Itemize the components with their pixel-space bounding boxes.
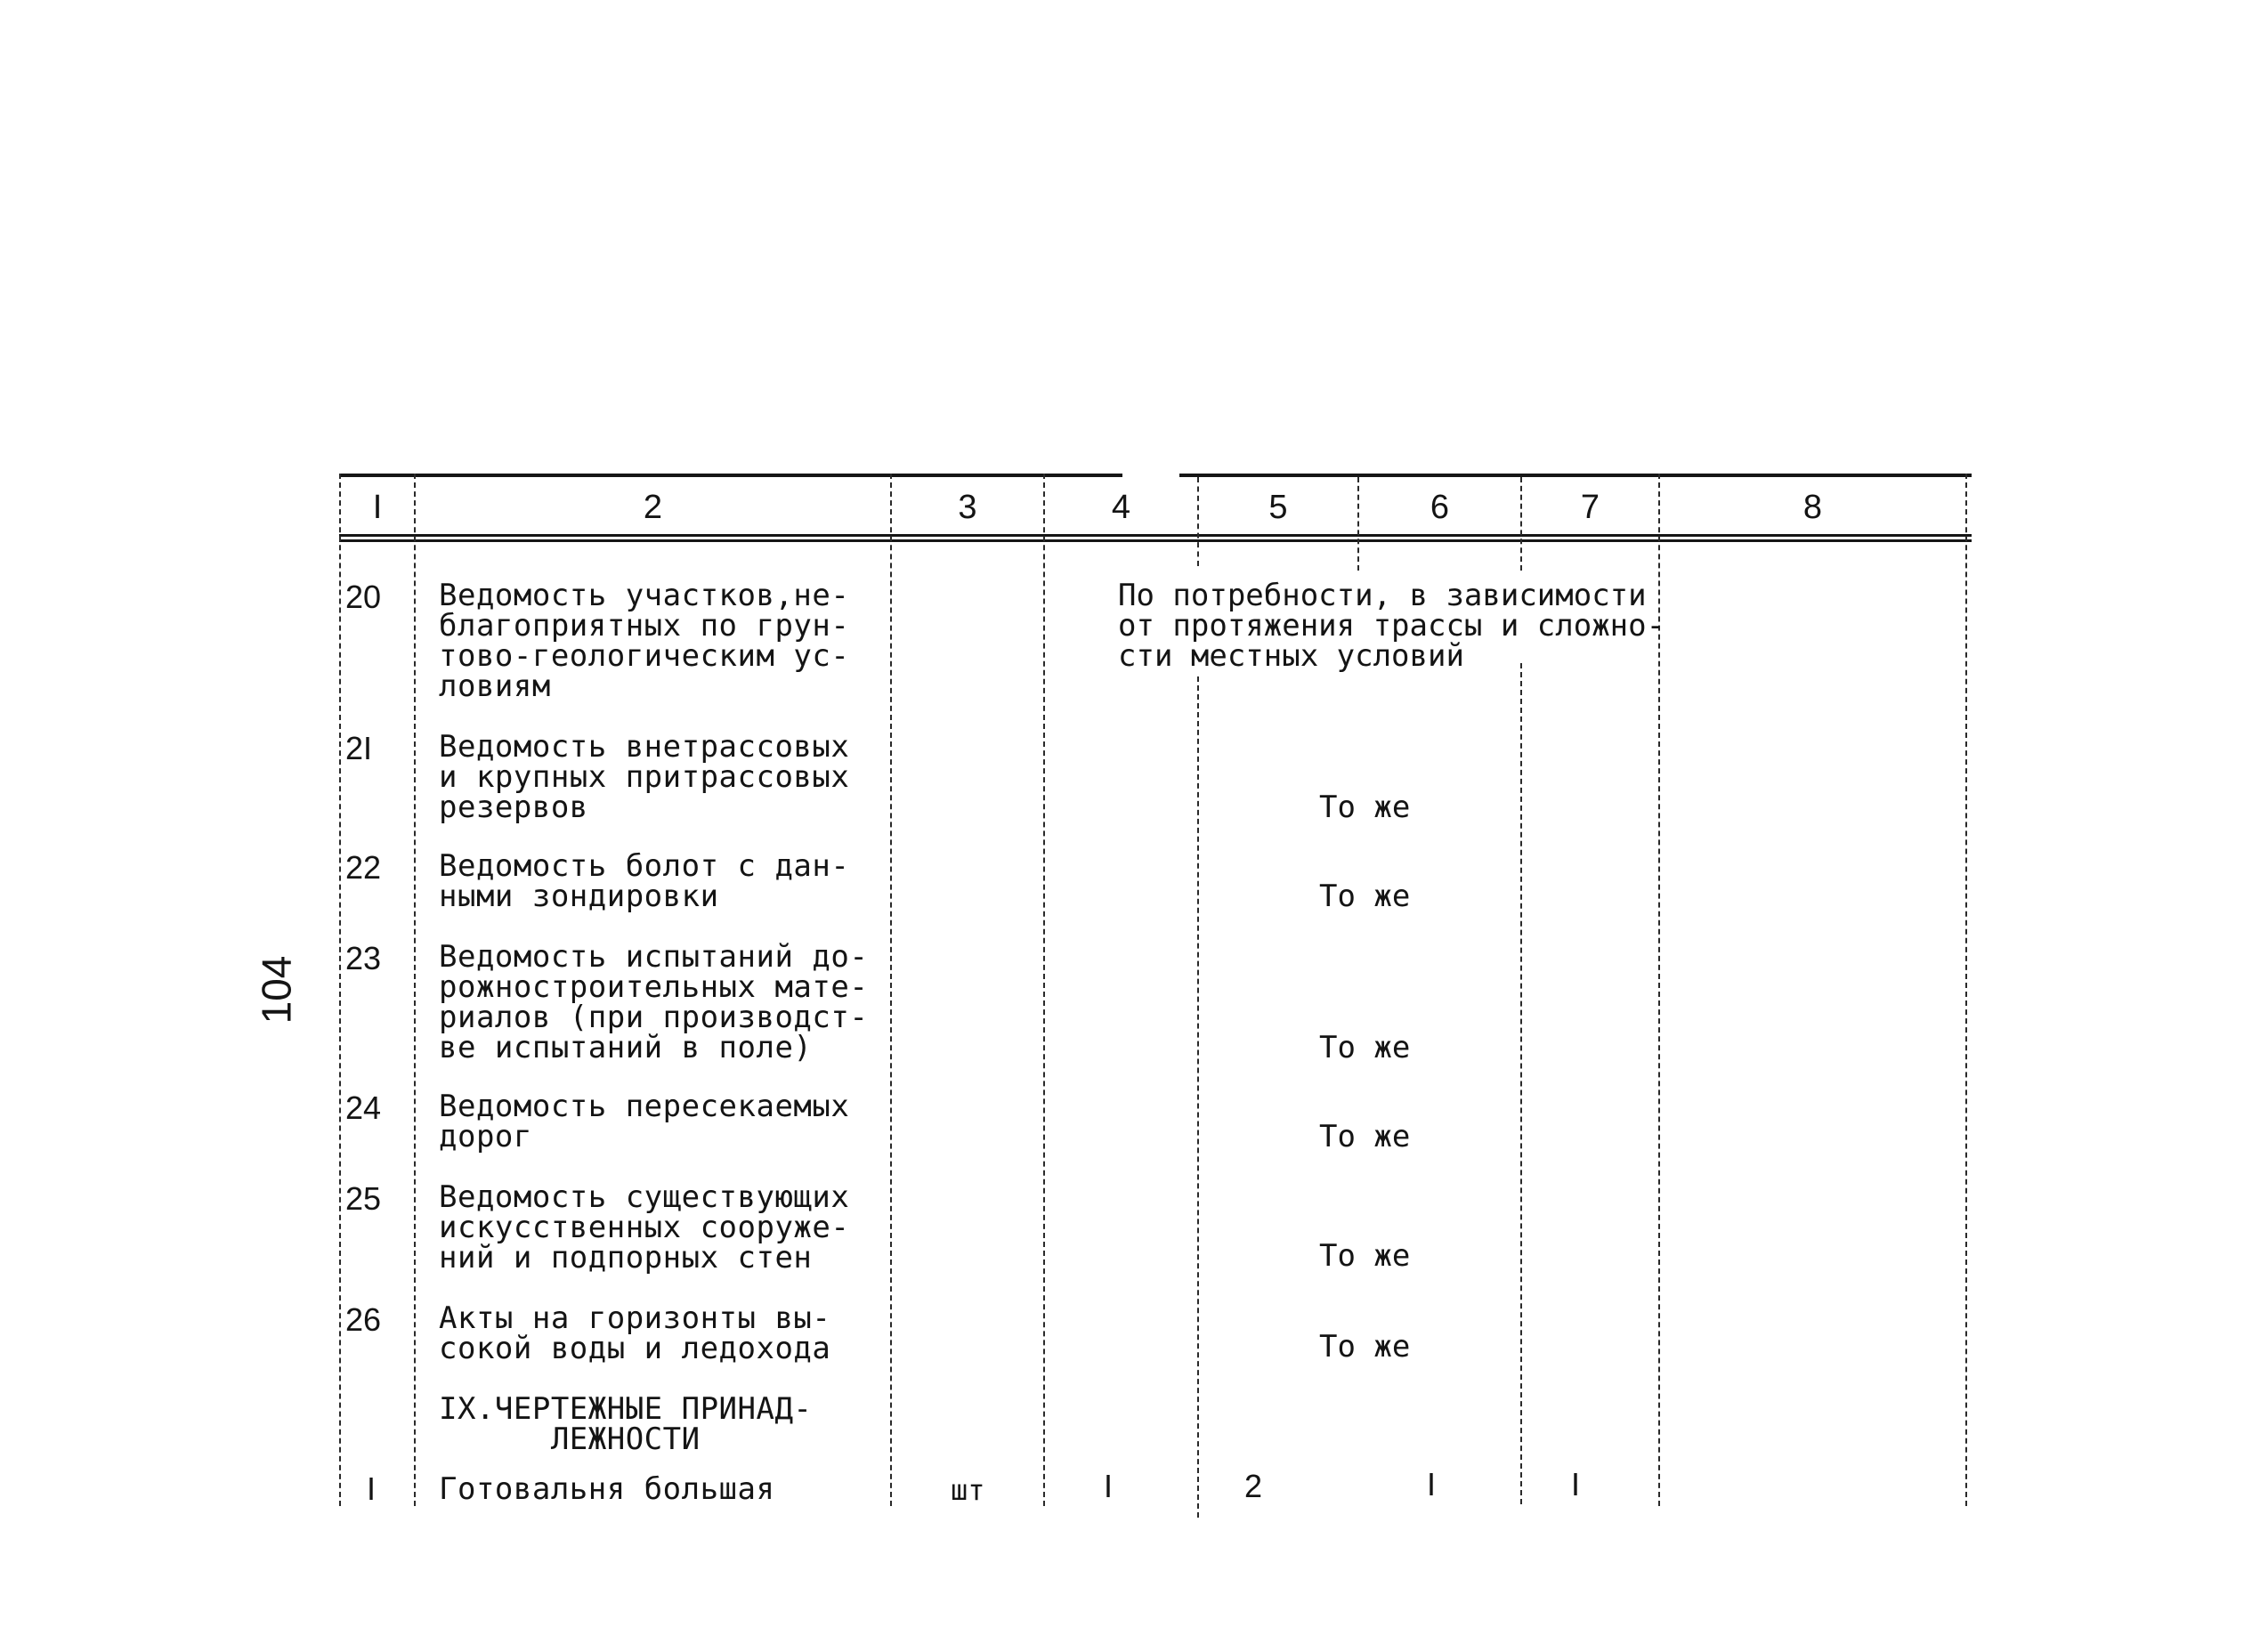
row-note: То же <box>1319 879 1411 914</box>
row-title: Ведомость испытаний до- рожностроительных мате- риалов (при производст- ве испытаний в поле) <box>439 939 869 1065</box>
table-top-border-right <box>1179 474 1972 477</box>
header-col-2: 2 <box>643 489 663 526</box>
row-note: По потребности, в зависимости от протяжения трассы и сложно- сти местных условий <box>1118 578 1665 674</box>
header-rule-1 <box>339 534 1972 537</box>
row-number: 25 <box>345 1180 382 1217</box>
row-unit: шт <box>951 1473 985 1507</box>
row-number: 2I <box>345 730 373 766</box>
row-title: Акты на горизонты вы- сокой воды и ледохода <box>439 1300 831 1366</box>
row-note: То же <box>1319 1119 1411 1154</box>
row-title: Ведомость пересекаемых дорог <box>439 1089 850 1154</box>
col-sep-1-2 <box>414 474 416 1506</box>
header-col-7: 7 <box>1580 489 1600 526</box>
col-border-right <box>1965 474 1967 1506</box>
row-note: То же <box>1319 1329 1411 1365</box>
row-title: Ведомость существующих искусственных сооруже- ний и подпорных стен <box>439 1179 850 1276</box>
row-number: 22 <box>345 849 382 886</box>
header-col-6: 6 <box>1430 489 1450 526</box>
header-rule-2 <box>339 539 1972 542</box>
row-number: 23 <box>345 940 382 976</box>
row-number: I <box>367 1470 377 1507</box>
row-number: 26 <box>345 1301 382 1338</box>
row-note: То же <box>1319 1238 1411 1274</box>
header-col-5: 5 <box>1268 489 1288 526</box>
row-col-4: I <box>1104 1468 1114 1504</box>
page-number: 104 <box>253 955 300 1025</box>
header-col-4: 4 <box>1111 489 1131 526</box>
row-title: Ведомость участков,не- благоприятных по грун- тово-геологическим ус- ловиям <box>439 578 850 704</box>
row-title: Готовальня большая <box>439 1471 775 1507</box>
row-col-7: I <box>1571 1466 1581 1502</box>
table-top-border-left <box>339 474 1122 477</box>
row-col-5: 2 <box>1244 1468 1263 1504</box>
row-number: 20 <box>345 579 382 615</box>
header-col-3: 3 <box>958 489 977 526</box>
col-sep-6-7-lower <box>1520 663 1522 1504</box>
col-border-left <box>339 474 341 1506</box>
col-sep-3-4 <box>1043 474 1045 1506</box>
header-col-1: I <box>372 489 383 526</box>
row-note: То же <box>1319 1030 1411 1065</box>
row-title: Ведомость внетрассовых и крупных притрассовых резервов <box>439 729 850 825</box>
row-note: То же <box>1319 790 1411 825</box>
col-sep-4-5-lower <box>1197 676 1199 1518</box>
section-heading: IX.ЧЕРТЕЖНЫЕ ПРИНАД- ЛЕЖНОСТИ <box>439 1391 813 1457</box>
header-col-8: 8 <box>1802 489 1823 526</box>
row-title: Ведомость болот с дан- ными зондировки <box>439 848 850 914</box>
row-number: 24 <box>345 1089 382 1126</box>
row-col-6: I <box>1427 1466 1437 1502</box>
